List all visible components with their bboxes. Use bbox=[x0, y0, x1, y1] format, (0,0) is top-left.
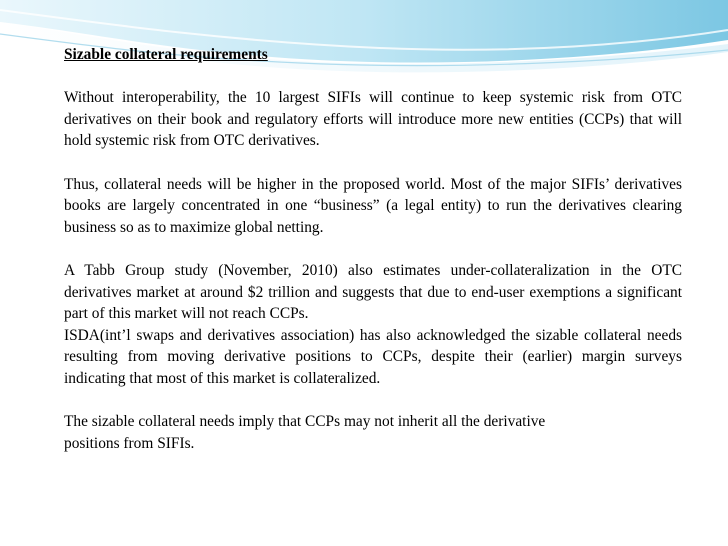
slide-body bbox=[64, 44, 682, 454]
spacer bbox=[64, 152, 682, 174]
spacer bbox=[64, 390, 682, 412]
paragraph-interoperability: Without interoperability, the 10 largest SIFIs will continue to keep systemic risk from OTC derivatives on their book and regulatory efforts will introduce more new entities (CCPs) that will hold systemic risk from OTC derivatives. bbox=[64, 89, 682, 150]
spacer bbox=[64, 238, 682, 260]
paragraph-collateral-needs: Thus, collateral needs will be higher in the proposed world. Most of the major SIFIs’ derivatives books are largely concentrated in one “business” (a legal entity) to run the derivatives clearing business so as to maximize global netting. bbox=[64, 175, 682, 236]
slide-heading: Sizable collateral requirements bbox=[64, 46, 268, 63]
paragraph-tabb-study: A Tabb Group study (November, 2010) also estimates under-collateralization in the OTC derivatives market at around $2 trillion and suggests that due to end-user exemptions a significant part of this market will not reach CCPs. bbox=[64, 261, 682, 323]
paragraph-conclusion: The sizable collateral needs imply that CCPs may not inherit all the derivative positions from SIFIs. bbox=[64, 413, 546, 452]
spacer bbox=[64, 66, 682, 88]
paragraph-isda: ISDA(int’l swaps and derivatives association) has also acknowledged the sizable collateral needs resulting from moving derivative positions to CCPs, despite their (earlier) margin surveys indicating that most of this market is collateralized. bbox=[64, 326, 682, 387]
